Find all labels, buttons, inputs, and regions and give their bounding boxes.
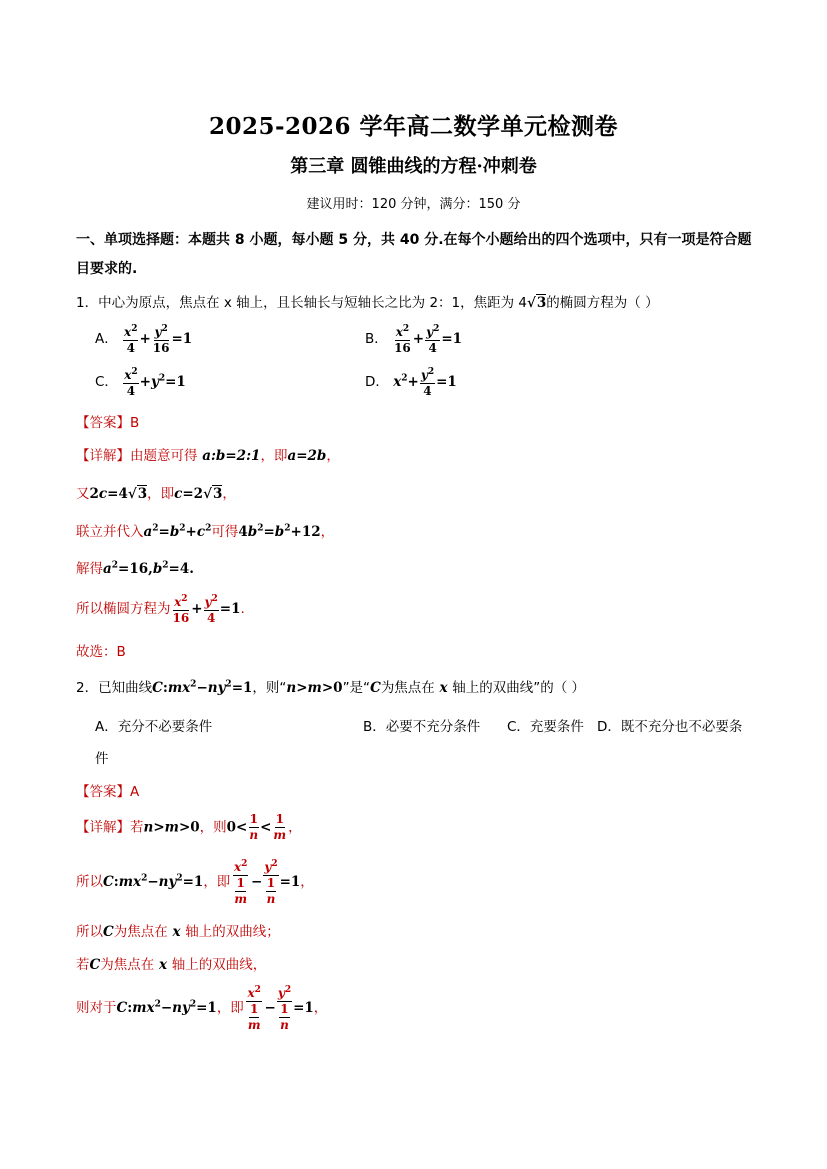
question-1-detail-line-3: 联立并代入$a^2=b^2+c^2$可得$4b^2=b^2+12$， bbox=[76, 523, 335, 540]
time-score-advice: 建议用时：120 分钟，满分：150 分 bbox=[306, 197, 521, 212]
page-title: 2025-2026 学年高二数学单元检测卷 bbox=[208, 113, 619, 140]
question-2-detail-line-4: 若C为焦点在 x 轴上的双曲线， bbox=[76, 957, 267, 973]
detail-label: 【详解】 bbox=[76, 819, 130, 836]
detail-text: 轴上的双曲线； bbox=[185, 924, 280, 940]
option-a[interactable]: A． $\frac{x^2}{4}$ + $\frac{y^2}{16}$ =1 bbox=[95, 324, 193, 355]
option-c[interactable]: C．充要条件 bbox=[507, 719, 584, 735]
option-b[interactable]: B． $\frac{x^2}{16}$ + $\frac{y^2}{4}$ =1 bbox=[365, 324, 463, 355]
question-2-detail-line-3: 所以C为焦点在 x 轴上的双曲线； bbox=[76, 924, 280, 940]
question-2-detail-line-2: 所以$C:mx^2-ny^2=1$，即 $\frac{x^2}{\frac{1}{m}}$ − $\frac{y^2}{\frac{1}{n}}$ =1， bbox=[76, 859, 314, 906]
question-2-stem: 2．已知曲线$C:mx^2-ny^2=1$，则“n>m>0”是“C为焦点在 x 轴上的双曲线”的（ ） bbox=[76, 679, 586, 696]
sqrt-3: √3 bbox=[527, 295, 547, 311]
detail-text: 可得 bbox=[211, 524, 239, 540]
detail-text: ，即 bbox=[260, 448, 288, 464]
fraction: $\frac{x^2}{\frac{1}{m}}$ bbox=[233, 859, 248, 906]
stem-text: 轴上的双曲线”的（ ） bbox=[452, 680, 586, 696]
detail-text: 解得 bbox=[76, 561, 103, 577]
fraction: $\frac{x^2}{\frac{1}{m}}$ bbox=[247, 985, 261, 1032]
option-d[interactable]: D．既不充分也不必要条 bbox=[597, 719, 743, 735]
detail-text: ，即 bbox=[216, 1000, 244, 1016]
question-1-stem-tail: 的椭圆方程为（ ） bbox=[546, 295, 659, 311]
fraction: $\frac{y^2}{4}$ bbox=[204, 594, 218, 625]
section-heading: 一、单项选择题：本题共 8 小题，每小题 5 分，共 40 分.在每个小题给出的四个选项中，只有一项是符合题目要求的. bbox=[76, 232, 752, 277]
detail-text: 由题意可得 bbox=[130, 448, 198, 464]
stem-text: 为焦点在 bbox=[380, 680, 435, 696]
fraction: $\frac{1}{n}$ bbox=[249, 812, 259, 842]
detail-text: 若 bbox=[76, 957, 90, 973]
option-d-wrap: 件 bbox=[95, 751, 109, 767]
detail-text: 为焦点在 bbox=[100, 957, 155, 973]
detail-text: 所以椭圆方程为 bbox=[76, 601, 171, 617]
question-1-detail-line-1: 【详解】由题意可得 a:b=2:1，即a=2b， bbox=[76, 448, 340, 464]
detail-text: 为焦点在 bbox=[113, 924, 168, 940]
fraction: $\frac{y^2}{4}$ bbox=[420, 367, 435, 398]
option-b-label: B． bbox=[365, 331, 388, 347]
question-2-detail-line-5: 则对于$C:mx^2-ny^2=1$，即 $\frac{x^2}{\frac{1}{m}}$ − $\frac{y^2}{\frac{1}{n}}$ =1， bbox=[76, 985, 328, 1032]
fraction: $\frac{x^2}{4}$ bbox=[124, 367, 138, 398]
option-d-label: D． bbox=[365, 374, 389, 390]
question-2-answer: 【答案】A bbox=[76, 784, 140, 800]
stem-text: ，则“ bbox=[252, 680, 287, 696]
question-1-detail-line-5: 所以椭圆方程为 $\frac{x^2}{16}$ + $\frac{y^2}{4}$ =1. bbox=[76, 594, 245, 625]
option-c[interactable]: C． $\frac{x^2}{4}$ $+y^2=1$ bbox=[95, 367, 186, 398]
detail-text: 若 bbox=[130, 819, 144, 836]
fraction: $\frac{x^2}{4}$ bbox=[124, 324, 138, 355]
detail-text: 又 bbox=[76, 486, 90, 502]
detail-text: ，则 bbox=[199, 819, 227, 836]
detail-text: 联立并代入 bbox=[76, 524, 144, 540]
option-a[interactable]: A．充分不必要条件 bbox=[95, 719, 213, 735]
option-d[interactable]: D． $x^2+$ $\frac{y^2}{4}$ =1 bbox=[365, 367, 457, 398]
detail-text: 所以 bbox=[76, 924, 103, 940]
detail-label: 【详解】 bbox=[76, 448, 130, 464]
question-1-detail-line-4: 解得$a^2=16,b^2=4$. bbox=[76, 560, 194, 577]
chapter-subtitle: 第三章 圆锥曲线的方程·冲刺卷 bbox=[290, 156, 537, 177]
question-1-stem bbox=[76, 291, 659, 311]
detail-text: 则对于 bbox=[76, 1000, 117, 1016]
detail-text: 轴上的双曲线， bbox=[171, 957, 267, 973]
fraction: $\frac{y^2}{16}$ bbox=[152, 324, 170, 355]
question-1-choose: 故选：B bbox=[76, 644, 126, 660]
fraction: $\frac{x^2}{16}$ bbox=[172, 594, 190, 625]
fraction: $\frac{1}{m}$ bbox=[273, 812, 287, 842]
detail-text: 所以 bbox=[76, 874, 103, 890]
question-1-stem-text: 1．中心为原点，焦点在 x 轴上，且长轴长与短轴长之比为 2：1，焦距为 4 bbox=[76, 295, 528, 311]
detail-text: ，即 bbox=[203, 874, 231, 890]
fraction: $\frac{y^2}{\frac{1}{n}}$ bbox=[264, 859, 278, 906]
question-1-answer: 【答案】B bbox=[76, 415, 140, 431]
detail-text: ，即 bbox=[147, 486, 175, 502]
fraction: $\frac{x^2}{16}$ bbox=[394, 324, 411, 355]
stem-text: ”是“ bbox=[342, 680, 371, 696]
option-a-label: A． bbox=[95, 331, 118, 347]
fraction: $\frac{y^2}{\frac{1}{n}}$ bbox=[277, 985, 292, 1032]
option-b[interactable]: B．必要不充分条件 bbox=[363, 719, 481, 735]
stem-text: 2．已知曲线 bbox=[76, 680, 153, 696]
question-2-detail-line-1: 【详解】若n>m>0，则0< $\frac{1}{n}$ < $\frac{1}{m}$ ， bbox=[76, 812, 302, 842]
question-1-detail-line-2: 又2c=4√3，即c=2√3， bbox=[76, 486, 236, 502]
fraction: $\frac{y^2}{4}$ bbox=[426, 324, 440, 355]
option-c-label: C． bbox=[95, 374, 118, 390]
